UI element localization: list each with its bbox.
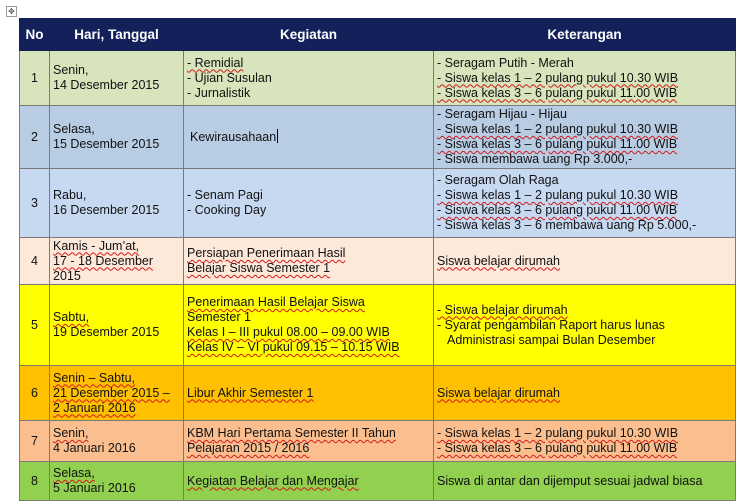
table-row: [20, 285, 736, 366]
notes-line: - Siswa kelas 1 – 2 pulang pukul 10.30 WIB: [437, 426, 679, 440]
notes-line: - Siswa kelas 1 – 2 pulang pukul 10.30 WIB: [437, 188, 679, 202]
notes-line: - Siswa belajar dirumah: [437, 302, 568, 317]
notes-line: - Seragam Hijau - Hijau: [437, 107, 567, 121]
notes-line: - Siswa kelas 1 – 2 pulang pukul 10.30 WIB: [437, 70, 679, 85]
table-row: [20, 51, 736, 106]
notes-line: - Seragam Putih - Merah: [437, 55, 574, 70]
notes-cell[interactable]: [434, 421, 736, 462]
notes-line: - Siswa kelas 3 – 6 pulang pukul 11.00 WIB: [437, 441, 678, 455]
text-cursor: [277, 129, 278, 143]
activity-line: - Ujian Susulan: [187, 70, 272, 85]
table-move-handle-icon[interactable]: ✥: [6, 6, 17, 17]
activity-cell[interactable]: [184, 51, 434, 106]
notes-line: - Siswa kelas 3 – 6 pulang pukul 11.00 WIB: [437, 85, 678, 100]
activity-cell[interactable]: [184, 285, 434, 366]
notes-line: - Siswa kelas 3 – 6 pulang pukul 11.00 WIB: [437, 137, 678, 151]
activity-line: Kelas IV – VI pukul 09.15 – 10.15 WIB: [187, 340, 400, 354]
date-line: Kamis - Jum’at,: [53, 238, 140, 253]
date-line: 19 Desember 2015: [53, 325, 160, 339]
notes-cell[interactable]: [434, 285, 736, 366]
date-cell[interactable]: [50, 421, 184, 462]
row-number[interactable]: 1: [20, 51, 50, 106]
date-line: 4 Januari 2016: [53, 441, 136, 455]
notes-line: - Siswa kelas 1 – 2 pulang pukul 10.30 WIB: [437, 122, 679, 136]
date-line: 16 Desember 2015: [53, 203, 160, 217]
activity-line: - Senam Pagi: [187, 188, 263, 202]
date-line: Selasa,: [53, 466, 95, 480]
activity-line: Semester 1: [187, 310, 251, 324]
date-line: Sabtu,: [53, 310, 90, 324]
date-line: Senin,: [53, 426, 89, 440]
activity-line: Libur Akhir Semester 1: [187, 385, 314, 400]
table-row: [20, 238, 736, 285]
activity-line: Persiapan Penerimaan Hasil: [187, 246, 346, 260]
activity-line: Kegiatan Belajar dan Mengajar: [187, 473, 359, 488]
date-line: Selasa,: [53, 122, 95, 136]
row-number[interactable]: 6: [20, 366, 50, 421]
previous-page-text-fragment: [0, 0, 756, 10]
activity-cell[interactable]: [184, 106, 434, 169]
notes-line: - Seragam Olah Raga: [437, 173, 559, 187]
notes-line: - Siswa kelas 3 – 6 membawa uang Rp 5.000,-: [437, 218, 697, 232]
activity-line: Kelas I – III pukul 08.00 – 09.00 WIB: [187, 325, 390, 339]
date-cell[interactable]: [50, 462, 184, 501]
notes-cell[interactable]: [434, 169, 736, 238]
table-row: [20, 462, 736, 501]
row-number[interactable]: 7: [20, 421, 50, 462]
row-number[interactable]: 2: [20, 106, 50, 169]
activity-cell[interactable]: [184, 169, 434, 238]
notes-line: - Siswa membawa uang Rp 3.000,-: [437, 152, 633, 166]
row-number[interactable]: 8: [20, 462, 50, 501]
activity-line: Belajar Siswa Semester 1: [187, 261, 331, 275]
table-header-row: [20, 19, 736, 51]
activity-line: [187, 129, 430, 145]
notes-cell[interactable]: [434, 366, 736, 421]
table-row: [20, 366, 736, 421]
header-no: No: [20, 19, 50, 51]
notes-line: Administrasi sampai Bulan Desember: [447, 332, 656, 347]
date-line: 2015: [53, 268, 81, 283]
header-notes: Keterangan: [434, 19, 736, 51]
activity-cell[interactable]: [184, 238, 434, 285]
header-activity: Kegiatan: [184, 19, 434, 51]
activity-line: - Jurnalistik: [187, 85, 251, 100]
date-line: Senin – Sabtu,: [53, 370, 136, 385]
row-number[interactable]: 5: [20, 285, 50, 366]
date-cell[interactable]: [50, 285, 184, 366]
notes-line: - Siswa kelas 3 – 6 pulang pukul 11.00 WIB: [437, 203, 678, 217]
date-line: 15 Desember 2015: [53, 137, 160, 151]
notes-line: Siswa di antar dan dijemput sesuai jadwal biasa: [437, 473, 703, 488]
activity-cell[interactable]: [184, 366, 434, 421]
activity-line: Penerimaan Hasil Belajar Siswa: [187, 295, 365, 309]
schedule-table: [19, 18, 736, 501]
activity-line: - Cooking Day: [187, 203, 267, 217]
date-line: 2 Januari 2016: [53, 400, 136, 415]
date-line: 17 - 18 Desember: [53, 253, 154, 268]
notes-cell[interactable]: [434, 238, 736, 285]
activity-line: KBM Hari Pertama Semester II Tahun: [187, 426, 396, 440]
activity-cell[interactable]: [184, 462, 434, 501]
notes-cell[interactable]: [434, 462, 736, 501]
date-cell[interactable]: [50, 238, 184, 285]
notes-line: Siswa belajar dirumah: [437, 253, 560, 268]
notes-line: - Syarat pengambilan Raport harus lunas: [437, 317, 665, 332]
table-row: [20, 421, 736, 462]
date-line: 14 Desember 2015: [53, 78, 160, 92]
row-number[interactable]: 3: [20, 169, 50, 238]
notes-cell[interactable]: [434, 106, 736, 169]
date-cell[interactable]: [50, 169, 184, 238]
activity-line: - Remidial: [187, 55, 244, 70]
date-cell[interactable]: [50, 51, 184, 106]
date-cell[interactable]: [50, 106, 184, 169]
date-line: Rabu,: [53, 188, 87, 202]
date-line: Senin,: [53, 63, 89, 77]
notes-line: Siswa belajar dirumah: [437, 385, 560, 400]
activity-cell[interactable]: [184, 421, 434, 462]
date-line: 5 Januari 2016: [53, 481, 136, 495]
table-row: [20, 169, 736, 238]
header-date: Hari, Tanggal: [50, 19, 184, 51]
activity-line: Pelajaran 2015 / 2016: [187, 441, 310, 455]
table-row: [20, 106, 736, 169]
row-number[interactable]: 4: [20, 238, 50, 285]
notes-cell[interactable]: [434, 51, 736, 106]
activity-text: Kewirausahaan: [190, 130, 277, 144]
date-line: 21 Desember 2015 –: [53, 385, 170, 400]
date-cell[interactable]: [50, 366, 184, 421]
